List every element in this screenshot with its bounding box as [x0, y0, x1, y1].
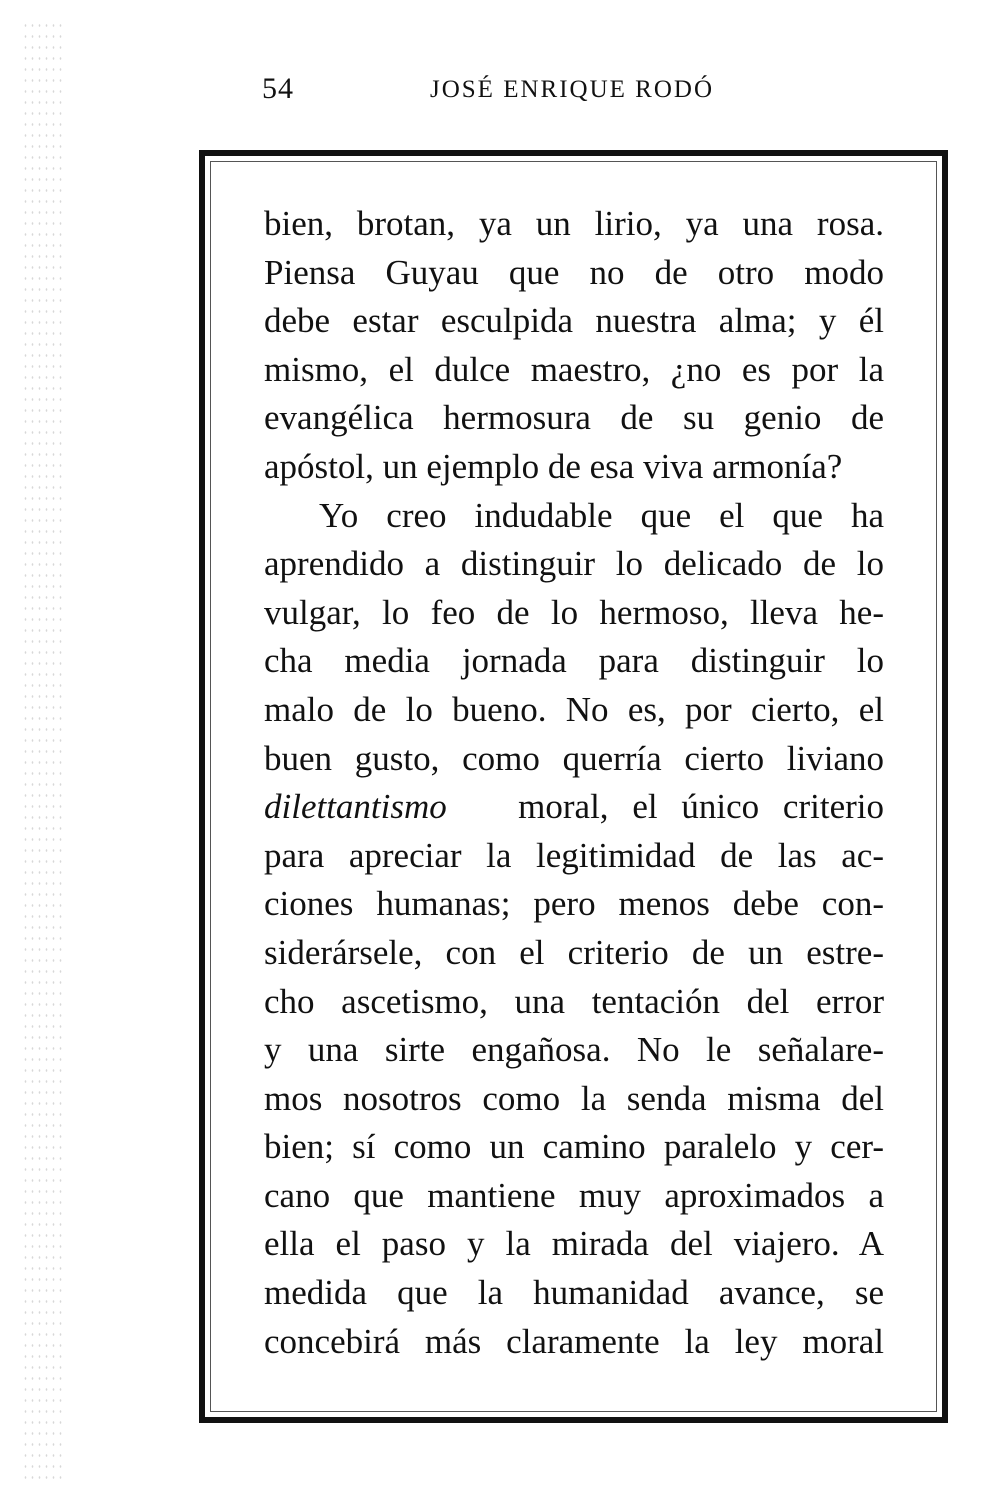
text-line-with-italic — [264, 783, 884, 832]
text-line: y una sirte engañosa. No le señalare- — [264, 1030, 884, 1070]
scan-edge-speckle — [22, 20, 62, 1480]
text-line: malo de lo bueno. No es, por cierto, el — [264, 689, 884, 729]
paragraph-start-line: Yo creo indudable que el que ha — [319, 495, 884, 535]
body-text — [264, 200, 884, 1366]
text-line: siderársele, con el criterio de un estre- — [264, 932, 884, 972]
text-line: apóstol, un ejemplo de esa viva armonía? — [264, 446, 843, 486]
text-line: cho ascetismo, una tentación del error — [264, 981, 884, 1021]
text-line: ella el paso y la mirada del viajero. A — [264, 1224, 884, 1264]
text-line: Piensa Guyau que no de otro modo — [264, 252, 884, 292]
text-line: bien; sí como un camino paralelo y cer- — [264, 1127, 884, 1167]
text-line: mos nosotros como la senda misma del — [264, 1078, 884, 1118]
text-line: vulgar, lo feo de lo hermoso, lleva he- — [264, 592, 884, 632]
text-line: bien, brotan, ya un lirio, ya una rosa. — [264, 204, 884, 243]
text-line: concebirá más claramente la ley moral — [264, 1321, 884, 1361]
text-line: debe estar esculpida nuestra alma; y él — [264, 301, 884, 341]
text-line: buen gusto, como querría cierto liviano — [264, 738, 884, 778]
text-line: para apreciar la legitimidad de las ac- — [264, 835, 884, 875]
italic-term: dilettantismo — [264, 787, 447, 827]
text-line: aprendido a distinguir lo delicado de lo — [264, 544, 884, 584]
running-head: JOSÉ ENRIQUE RODÓ — [430, 76, 714, 103]
text-line: cha media jornada para distinguir lo — [264, 641, 884, 681]
text-line: medida que la humanidad avance, se — [264, 1273, 884, 1313]
text-line: evangélica hermosura de su genio de — [264, 398, 884, 438]
text-line: mismo, el dulce maestro, ¿no es por la — [264, 349, 884, 389]
text-line: ciones humanas; pero menos debe con- — [264, 884, 884, 924]
page-number: 54 — [262, 72, 294, 105]
page-header — [0, 66, 1000, 116]
text-line-rest: moral, el único criterio — [518, 787, 884, 827]
text-line: cano que mantiene muy aproximados a — [264, 1175, 884, 1215]
